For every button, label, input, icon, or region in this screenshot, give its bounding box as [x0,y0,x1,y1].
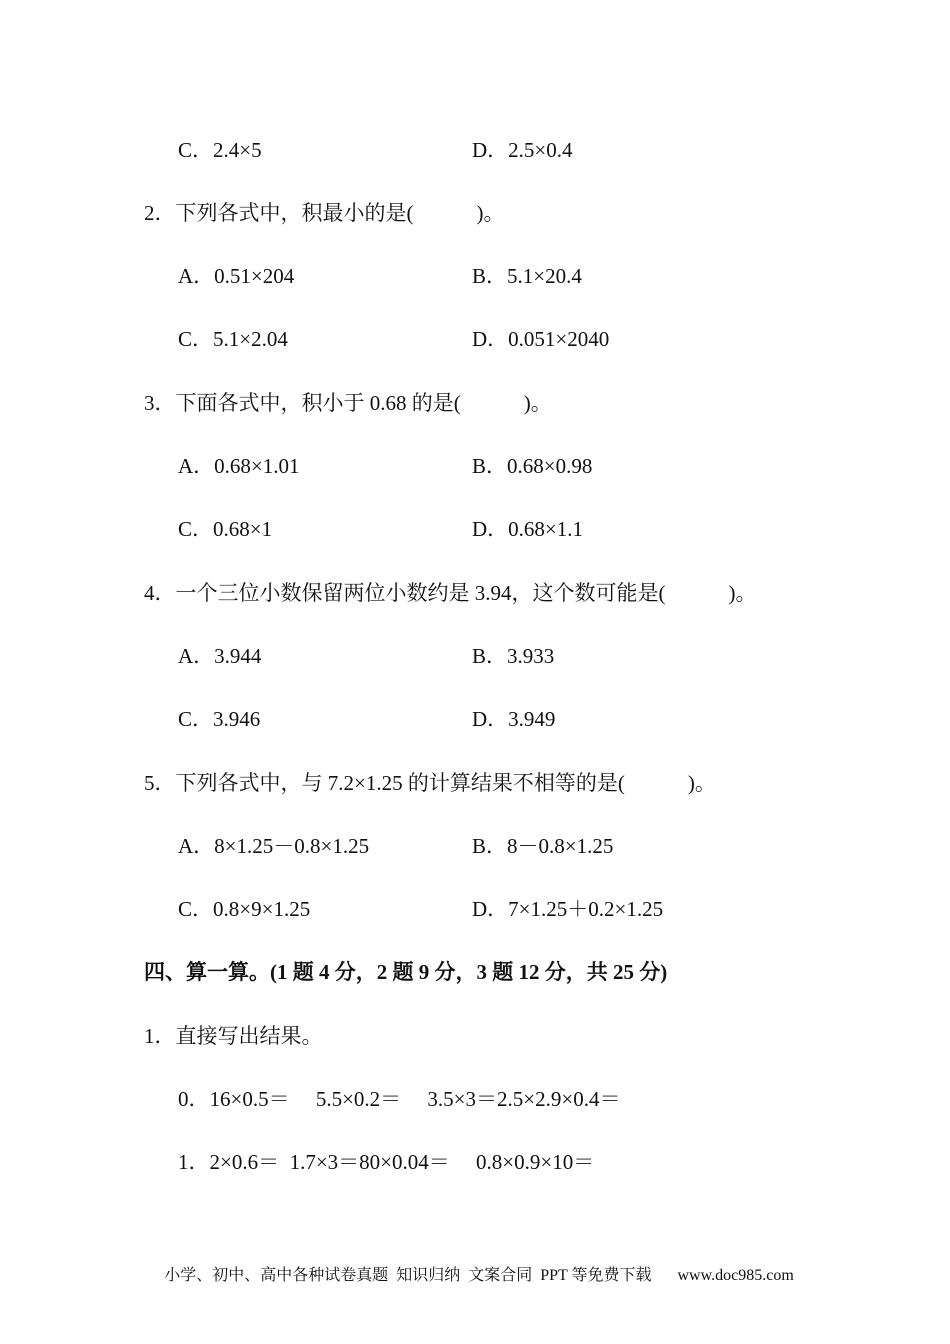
q4-option-d: D．3.949 [472,707,556,731]
q4-option-b: B．3.933 [472,644,555,668]
q3-option-c: C．0.68×1 [178,517,273,541]
q1-option-d: D．2.5×0.4 [472,138,573,162]
q2-option-b: B．5.1×20.4 [472,264,582,288]
q4-stem: 4．一个三位小数保留两位小数约是 3.94，这个数可能是( )。 [144,581,757,605]
page-footer [0,1244,950,1285]
q5-option-b: B．8－0.8×1.25 [472,834,614,858]
q2-option-d: D．0.051×2040 [472,327,610,351]
footer-text: 小学、初中、高中各种试卷真题 知识归纳 文案合同 PPT 等免费下载 [164,1267,652,1284]
q2-stem: 2．下列各式中，积最小的是( )。 [144,201,505,225]
q5-option-c: C．0.8×9×1.25 [178,897,311,921]
q3-option-a: A．0.68×1.01 [178,454,300,478]
q2-option-c: C．5.1×2.04 [178,327,288,351]
q5-option-d: D．7×1.25＋0.2×1.25 [472,897,664,921]
q4-option-a: A．3.944 [178,644,262,668]
q5-option-a: A．8×1.25－0.8×1.25 [178,834,370,858]
q3-option-b: B．0.68×0.98 [472,454,593,478]
q1-option-c: C．2.4×5 [178,138,262,162]
section-4-item-1: 1．直接写出结果。 [144,1024,323,1048]
q2-option-a: A．0.51×204 [178,264,295,288]
q3-option-d: D．0.68×1.1 [472,517,584,541]
section-4-title: 四、算一算。(1 题 4 分，2 题 9 分，3 题 12 分，共 25 分) [144,960,668,984]
footer-website: www.doc985.com [677,1267,794,1284]
calc-row-2: 1．2×0.6＝ 1.7×3＝80×0.04＝ 0.8×0.9×10＝ [178,1150,595,1174]
calc-row-1: 0．16×0.5＝ 5.5×0.2＝ 3.5×3＝2.5×2.9×0.4＝ [178,1087,621,1111]
q5-stem: 5．下列各式中，与 7.2×1.25 的计算结果不相等的是( )。 [144,771,716,795]
q3-stem: 3．下面各式中，积小于 0.68 的是( )。 [144,391,552,415]
q4-option-c: C．3.946 [178,707,261,731]
